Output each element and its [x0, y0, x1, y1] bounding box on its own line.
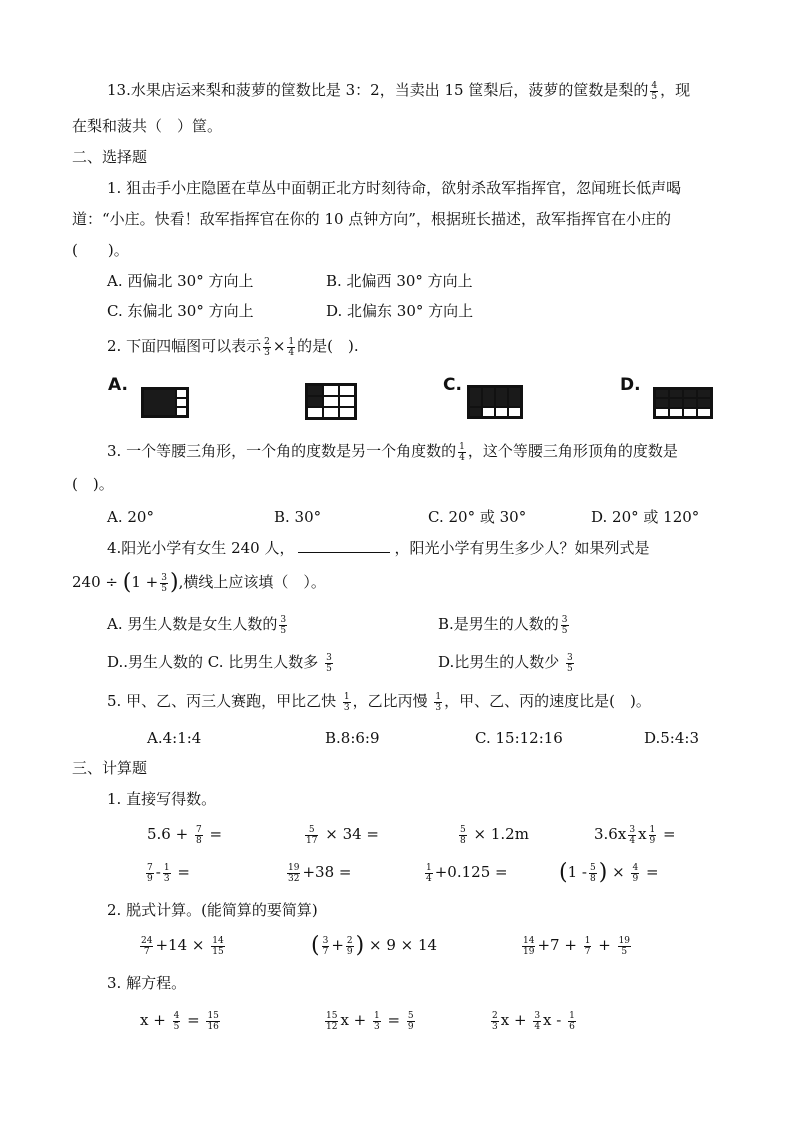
- figure-option-a: [108, 375, 188, 420]
- choice5-option-c: C. 15:12:16: [475, 729, 563, 747]
- equation-3: $\frac{2}{3}$ x + $\frac{3}{4}$ x - $\frac{1}{6}$: [492, 1010, 575, 1032]
- calc1-expr-2: $\frac{5}{17}$ × 34 =: [306, 824, 379, 846]
- choice1-line2: 道：“小庄。快看！敌军指挥官在你的 10 点钟方向”，根据班长描述，敌军指挥官在小庄的: [72, 210, 671, 228]
- figure-c-grid: [467, 385, 523, 419]
- choice5-option-a: A.4:1:4: [147, 729, 202, 747]
- choice1-option-d: D. 北偏东 30° 方向上: [326, 302, 474, 320]
- choice3-option-a: A. 20°: [107, 508, 154, 526]
- calc1-expr-3: $\frac{5}{8}$ × 1.2m: [460, 824, 529, 846]
- figure-d-grid: [653, 387, 713, 419]
- choice3-option-d: D. 20° 或 120°: [591, 508, 700, 526]
- figure-a-grid: [141, 387, 189, 418]
- figure-a-label: A.: [108, 375, 128, 395]
- equation-2: $\frac{15}{12}$ x + $\frac{1}{3}$ = $\frac{5}{9}$: [326, 1010, 414, 1032]
- calc3-title: 3. 解方程。: [107, 974, 187, 992]
- choice3-line1: 3. 一个等腰三角形，一个角的度数是另一个角度数的 $\frac{1}{4}$ ，这个等腰三角形顶角的度数是: [107, 441, 678, 463]
- choice4-option-d: D.比男生的人数少 $\frac{3}{5}$: [438, 652, 573, 674]
- figure-option-d: [620, 375, 715, 420]
- q13-fraction: $\frac{4}{5}$: [651, 80, 658, 102]
- calc1-expr-7: $\frac{1}{4}$ +0.125 =: [426, 862, 508, 884]
- calc2-title: 2. 脱式计算。(能简算的要简算): [107, 901, 318, 919]
- calc1-expr-4: 3.6x $\frac{3}{4}$ x $\frac{1}{9}$ =: [594, 824, 676, 846]
- choice1-line3: ( )。: [72, 241, 129, 259]
- figure-c-label: C.: [443, 375, 462, 395]
- choice1-option-b: B. 北偏西 30° 方向上: [326, 272, 473, 290]
- figure-d-label: D.: [620, 375, 641, 395]
- answer-blank[interactable]: [298, 538, 390, 553]
- section-3-title: 三、计算题: [72, 759, 148, 777]
- choice1-line1: 1. 狙击手小庄隐匿在草丛中面朝正北方时刻待命，欲射杀敌军指挥官，忽闻班长低声喝: [107, 179, 682, 197]
- calc1-expr-8: (1 - $\frac{5}{8}$ ) × $\frac{4}{9}$ =: [559, 860, 659, 885]
- q13-text-b: ，现: [660, 81, 691, 99]
- calc1-expr-5: $\frac{7}{9}$ - $\frac{1}{3}$ =: [147, 862, 190, 884]
- choice3-line2: ( )。: [72, 475, 114, 493]
- figure-option-c: [443, 375, 523, 420]
- q13-text-a: 13.水果店运来梨和菠萝的筐数比是 3：2，当卖出 15 筐梨后，菠萝的筐数是梨的: [107, 81, 649, 99]
- choice5-option-d: D.5:4:3: [644, 729, 699, 747]
- calc2-expr-3: $\frac{14}{19}$ +7 + $\frac{1}{7}$ + $\frac{19}{5}$: [523, 935, 631, 957]
- choice3-option-c: C. 20° 或 30°: [428, 508, 527, 526]
- choice4-option-a: A. 男生人数是女生人数的 $\frac{3}{5}$: [107, 614, 287, 636]
- calc1-expr-1: 5.6 + $\frac{7}{8}$ =: [147, 824, 223, 846]
- choice4-option-b: B.是男生的人数的 $\frac{3}{5}$: [438, 614, 568, 636]
- choice3-option-b: B. 30°: [274, 508, 322, 526]
- figure-b-grid: [305, 383, 357, 420]
- equation-1: x + $\frac{4}{5}$ = $\frac{15}{16}$: [140, 1010, 219, 1032]
- figure-option-b: [305, 383, 357, 420]
- choice5-option-b: B.8:6:9: [325, 729, 380, 747]
- section-2-title: 二、选择题: [72, 148, 148, 166]
- calc1-expr-6: $\frac{19}{32}$ +38 =: [288, 862, 352, 884]
- choice4-line2: 240 ÷ (1 + $\frac{3}{5}$ ),横线上应该填（ ）。: [72, 570, 326, 595]
- q13-line2: 在梨和菠共（ ）筐。: [72, 117, 223, 135]
- calc2-expr-1: $\frac{24}{7}$ +14 × $\frac{14}{15}$: [141, 935, 224, 957]
- choice2-stem: 2. 下面四幅图可以表示 $\frac{2}{3}$ × $\frac{1}{4}$ 的是( ).: [107, 336, 359, 358]
- choice4-option-c: D..男生人数的 C. 比男生人数多 $\frac{3}{5}$: [107, 652, 332, 674]
- choice5-stem: 5. 甲、乙、丙三人赛跑，甲比乙快 $\frac{1}{3}$ ，乙比丙慢 $\frac{1}{3}$ ，甲、乙、丙的速度比是( )。: [107, 691, 651, 713]
- choice4-line1: 4.阳光小学有女生 240 人， ，阳光小学有男生多少人？如果列式是: [107, 539, 650, 557]
- choice1-option-c: C. 东偏北 30° 方向上: [107, 302, 254, 320]
- calc1-title: 1. 直接写得数。: [107, 790, 217, 808]
- choice1-option-a: A. 西偏北 30° 方向上: [107, 272, 254, 290]
- q13-line1: [107, 80, 690, 102]
- calc2-expr-2: ( $\frac{3}{7}$ + $\frac{2}{9}$ ) × 9 × 14: [311, 933, 438, 958]
